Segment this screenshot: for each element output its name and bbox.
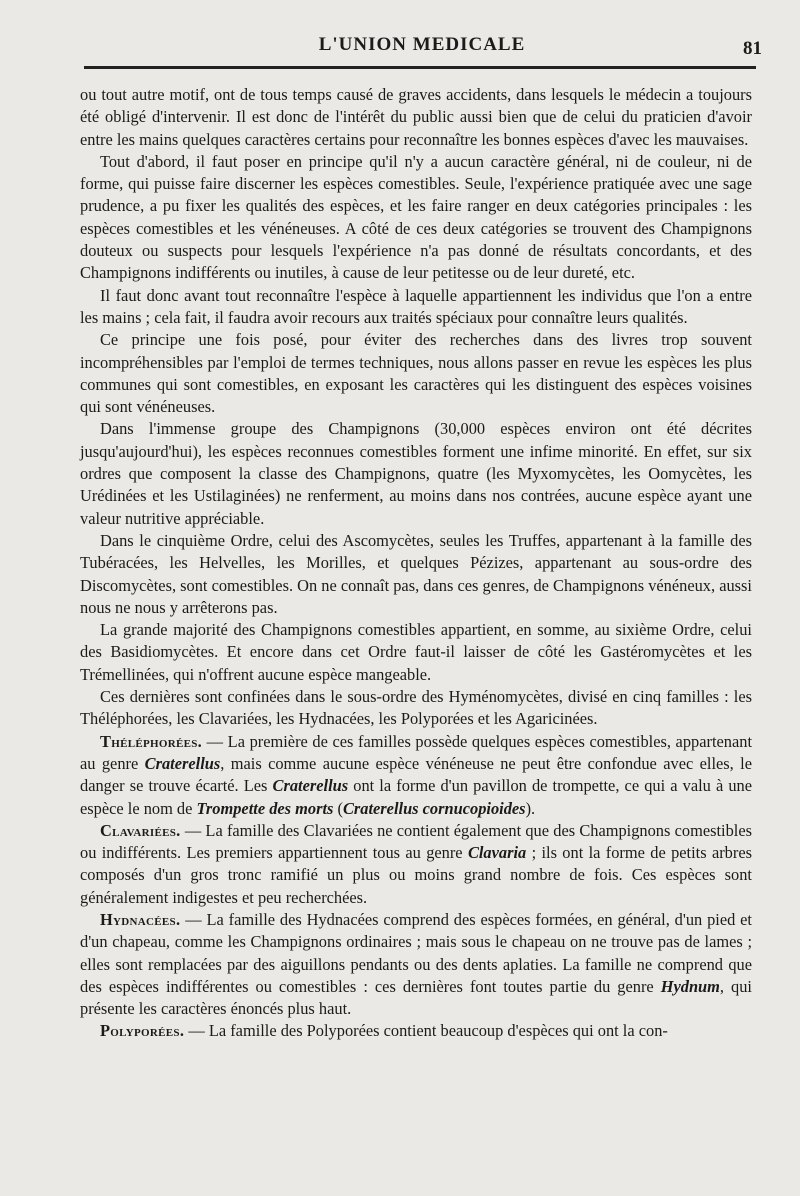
common-name: Trompette des morts xyxy=(196,798,334,818)
running-title: L'UNION MEDICALE xyxy=(318,34,526,55)
text-run: , qui présente les caractères énoncés plus haut. xyxy=(80,976,752,1019)
body-text xyxy=(80,84,752,1043)
text-run: ; ils ont la forme de petits arbres composés d'un gros tronc ramifié un plus ou moins grand nombre de fois. Ces espèces sont généralement indigestes et peu recherchées. xyxy=(80,843,752,907)
text-run: — La famille des Hydnacées comprend des espèces formées, en général, d'un pied et d'un chapeau, comme les Champignons ordinaires ; mais sous le chapeau on ne trouve pas de lames ; elles sont remplacées par des aiguillons pendants ou des dents aplaties. La famille ne comprend que des espèces indifférentes ou comestibles : ces dernières font toutes partie du genre xyxy=(80,909,752,996)
text-run: — La famille des Polyporées contient beaucoup d'espèces qui ont la con- xyxy=(184,1021,668,1041)
header-rule xyxy=(84,66,756,69)
paragraph: ou tout autre motif, ont de tous temps causé de graves accidents, dans lesquels le médecin a toujours été obligé d'intervenir. Il est donc de l'intérêt du public aussi bien que de celui du praticien d'avoir entre les mains quelques caractères certains pour reconnaître les bonnes espèces d'avec les mauvaises. xyxy=(80,85,752,149)
section-heading: Clavariées. xyxy=(100,820,181,840)
paragraph-polyporees xyxy=(80,1020,752,1042)
genus-name: Craterellus xyxy=(272,776,349,796)
paragraph: La grande majorité des Champignons comestibles appartient, en somme, au sixième Ordre, celui des Basidiomycètes. Et encore dans cet Ordre faut-il laisser de côté les Gastéromycètes et les Trémellinées, qui n'offrent aucune espèce mangeable. xyxy=(80,620,752,684)
page-number: 81 xyxy=(743,38,762,59)
paragraph: Dans le cinquième Ordre, celui des Ascomycètes, seules les Truffes, appartenant à la famille des Tubéracées, les Helvelles, les Morilles, et quelques Pézizes, appartenant au sous-ordre des Discomycètes, sont comestibles. On ne connaît pas, dans ces genres, de Champignons vénéneux, aussi nous ne nous y arrêterons pas. xyxy=(80,530,752,617)
section-heading: Théléphorées. xyxy=(100,731,203,751)
paragraph: Dans l'immense groupe des Champignons (30,000 espèces environ ont été décrites jusqu'aujourd'hui), les espèces reconnues comestibles forment une infime minorité. En effet, sur six ordres que composent la classe des Champignons, quatre (les Myxomycètes, les Oomycètes, les Urédinées et les Ustilaginées) ne renferment, au moins dans nos contrées, aucune espèce ayant une valeur nutritive appréciable. xyxy=(80,419,752,528)
paragraph: Il faut donc avant tout reconnaître l'espèce à laquelle appartiennent les individus que l'on a entre les mains ; cela fait, il faudra avoir recours aux traités spéciaux pour connaître leurs qualités. xyxy=(80,285,752,327)
text-run: ont la forme d'un pavillon de trompette, ce qui a valu à une espèce le nom de xyxy=(80,776,753,818)
section-heading: Hydnacées. xyxy=(100,909,181,929)
species-name: Craterellus cornucopioides xyxy=(342,798,526,818)
paragraph: Ce principe une fois posé, pour éviter des recherches dans des livres trop souvent incompréhensibles par l'emploi de termes techniques, nous allons passer en revue les espèces les plus communes qui sont comestibles, en exposant les caractères qui les distinguent des espèces voisines qui sont vénéneuses. xyxy=(80,330,752,417)
section-heading: Polyporées. xyxy=(100,1021,185,1041)
genus-name: Clavaria xyxy=(467,843,527,863)
genus-name: Hydnum xyxy=(660,976,720,996)
page-header xyxy=(82,34,762,62)
genus-name: Craterellus xyxy=(144,753,221,773)
paragraph: Tout d'abord, il faut poser en principe qu'il n'y a aucun caractère général, ni de couleur, ni de forme, qui puisse faire discerner les espèces comestibles. Seule, l'expérience pratiquée avec une sage prudence, a pu fixer les qualités des espèces, et les faire ranger en deux catégories principales : les espèces comestibles et les vénéneuses. A côté de ces deux catégories se trouvent des Champignons douteux ou suspects pour lesquels l'expérience n'a pas donné de résultats concordants, et des Champignons indifférents ou inutiles, à cause de leur petitesse ou de leur dureté, etc. xyxy=(80,151,752,283)
text-run: ( xyxy=(333,798,343,818)
text-run: — La famille des Clavariées ne contient également que des Champignons comestibles ou indifférents. Les premiers appartiennent tous au genre xyxy=(80,820,752,863)
paragraph-hydnacees xyxy=(80,909,752,1020)
text-run: — La première de ces familles possède quelques espèces comestibles, appartenant au genre xyxy=(80,731,752,773)
text-run: ). xyxy=(525,798,536,818)
paragraph-clavariees xyxy=(80,820,752,909)
paragraph-thelephorees xyxy=(80,731,752,820)
paragraph: Ces dernières sont confinées dans le sous-ordre des Hyménomycètes, divisé en cinq familles : les Théléphorées, les Clavariées, les Hydnacées, les Polyporées et les Agaricinées. xyxy=(80,687,752,729)
text-run: , mais comme aucune espèce vénéneuse ne peut être confondue avec elles, le danger se trouve écarté. Les xyxy=(80,753,752,796)
